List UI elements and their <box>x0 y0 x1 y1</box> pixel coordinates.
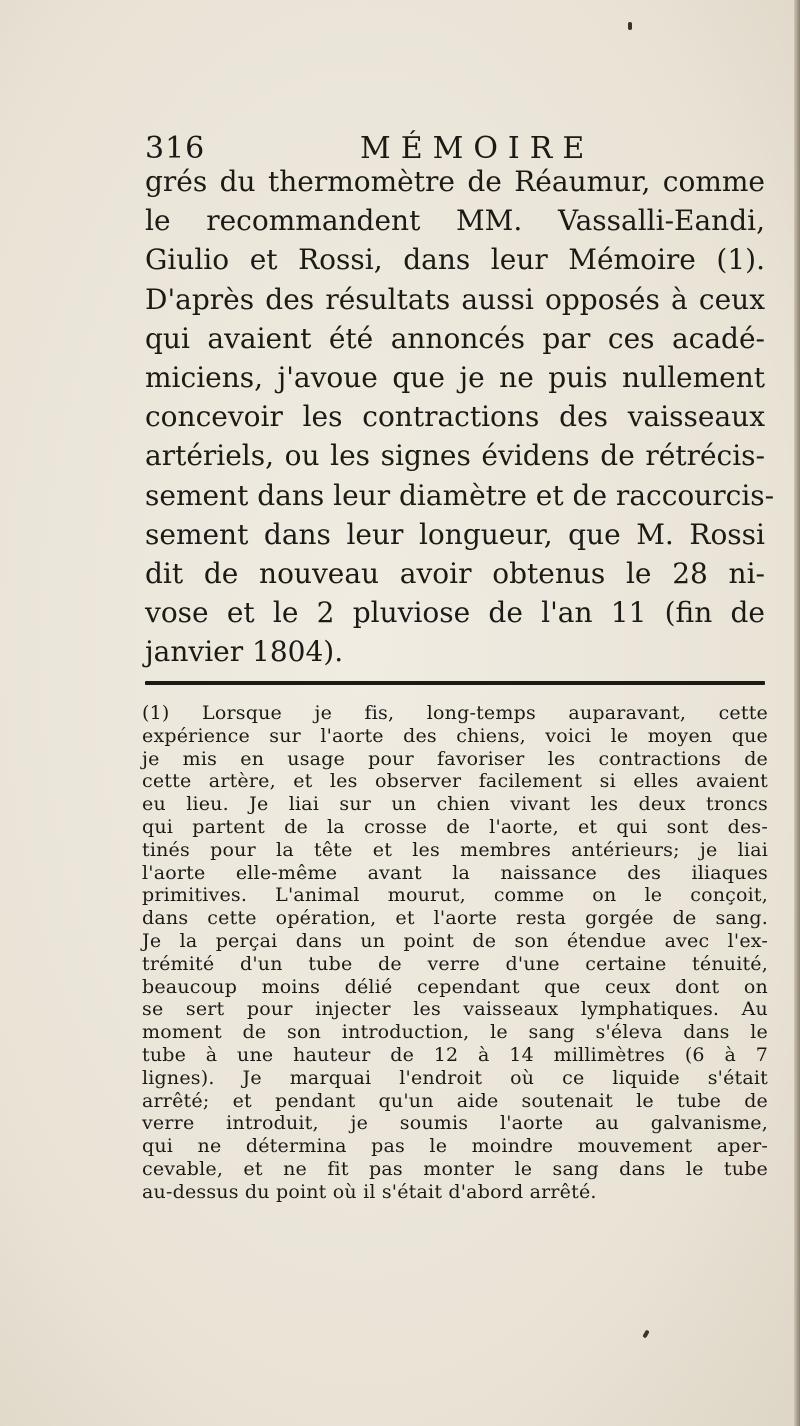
footnote-line: expérience sur l'aorte des chiens, voici le moyen que <box>142 724 768 747</box>
footnote-line: trémité d'un tube de verre d'une certaine ténuité, <box>142 952 768 975</box>
footnote-line: arrêté; et pendant qu'un aide soutenait le tube de <box>142 1089 768 1112</box>
footnote-line: Je la perçai dans un point de son étendue avec l'ex- <box>142 929 768 952</box>
footnote-line: moment de son introduction, le sang s'éleva dans le <box>142 1021 768 1044</box>
text-line: sement dans leur diamètre et de raccourcis- <box>145 478 775 512</box>
text-line: concevoir les contractions des vaisseaux <box>145 400 765 434</box>
text-line: D'après des résultats aussi opposés à ceux <box>145 282 765 316</box>
footnote-line: lignes). Je marquai l'endroit où ce liquide s'était <box>142 1066 768 1089</box>
text-line: grés du thermomètre de Réaumur, comme <box>145 165 765 198</box>
paper-speck <box>642 1330 649 1339</box>
footnote-line: (1) Lorsque je fis, long-temps auparavant, cette <box>142 702 768 724</box>
footnote-line: beaucoup moins délié cependant que ceux dont on <box>142 975 768 998</box>
footnote-line: tube à une hauteur de 12 à 14 millimètres (6 à 7 <box>142 1043 768 1066</box>
footnote-line: l'aorte elle-même avant la naissance des iliaques <box>142 861 768 884</box>
footnote-separator <box>145 681 765 685</box>
text-line: miciens, j'avoue que je ne puis nullement <box>145 361 765 395</box>
footnote-line: tinés pour la tête et les membres antérieurs; je liai <box>142 838 768 861</box>
footnote-line: dans cette opération, et l'aorte resta gorgée de sang. <box>142 907 768 930</box>
footnote-line: cette artère, et les observer facilement si elles avaient <box>142 770 768 793</box>
footnote-line: cevable, et ne fit pas monter le sang dans le tube <box>142 1157 768 1180</box>
text-line: qui avaient été annoncés par ces acadé- <box>145 321 765 355</box>
footnote-line: qui partent de la crosse de l'aorte, et qui sont des- <box>142 815 768 838</box>
running-head: MÉMOIRE <box>360 131 595 166</box>
main-text <box>145 162 775 672</box>
text-line: artériels, ou les signes évidens de rétrécis- <box>145 439 765 473</box>
footnote-line: se sert pour injecter les vaisseaux lymphatiques. Au <box>142 998 768 1021</box>
text-line: vose et le 2 pluviose de l'an 11 (fin de <box>145 596 765 630</box>
text-line: sement dans leur longueur, que M. Rossi <box>145 517 765 551</box>
page-number: 316 <box>145 131 206 166</box>
footnote-line: primitives. L'animal mourut, comme on le conçoit, <box>142 884 768 907</box>
footnote-line: je mis en usage pour favoriser les contractions de <box>142 747 768 770</box>
paper-speck <box>628 22 632 30</box>
text-line: le recommandent MM. Vassalli-Eandi, <box>145 204 765 238</box>
text-line: Giulio et Rossi, dans leur Mémoire (1). <box>145 243 765 277</box>
footnote-line: verre introduit, je soumis l'aorte au galvanisme, <box>142 1112 768 1135</box>
page-edge <box>794 0 800 1426</box>
footnote-line: au-dessus du point où il s'était d'abord arrêté. <box>142 1180 597 1203</box>
footnote <box>142 702 768 1204</box>
text-line: dit de nouveau avoir obtenus le 28 ni- <box>145 557 765 591</box>
footnote-line: qui ne détermina pas le moindre mouvement aper- <box>142 1135 768 1158</box>
footnote-line: eu lieu. Je liai sur un chien vivant les deux troncs <box>142 793 768 816</box>
text-line: janvier 1804). <box>145 635 344 669</box>
